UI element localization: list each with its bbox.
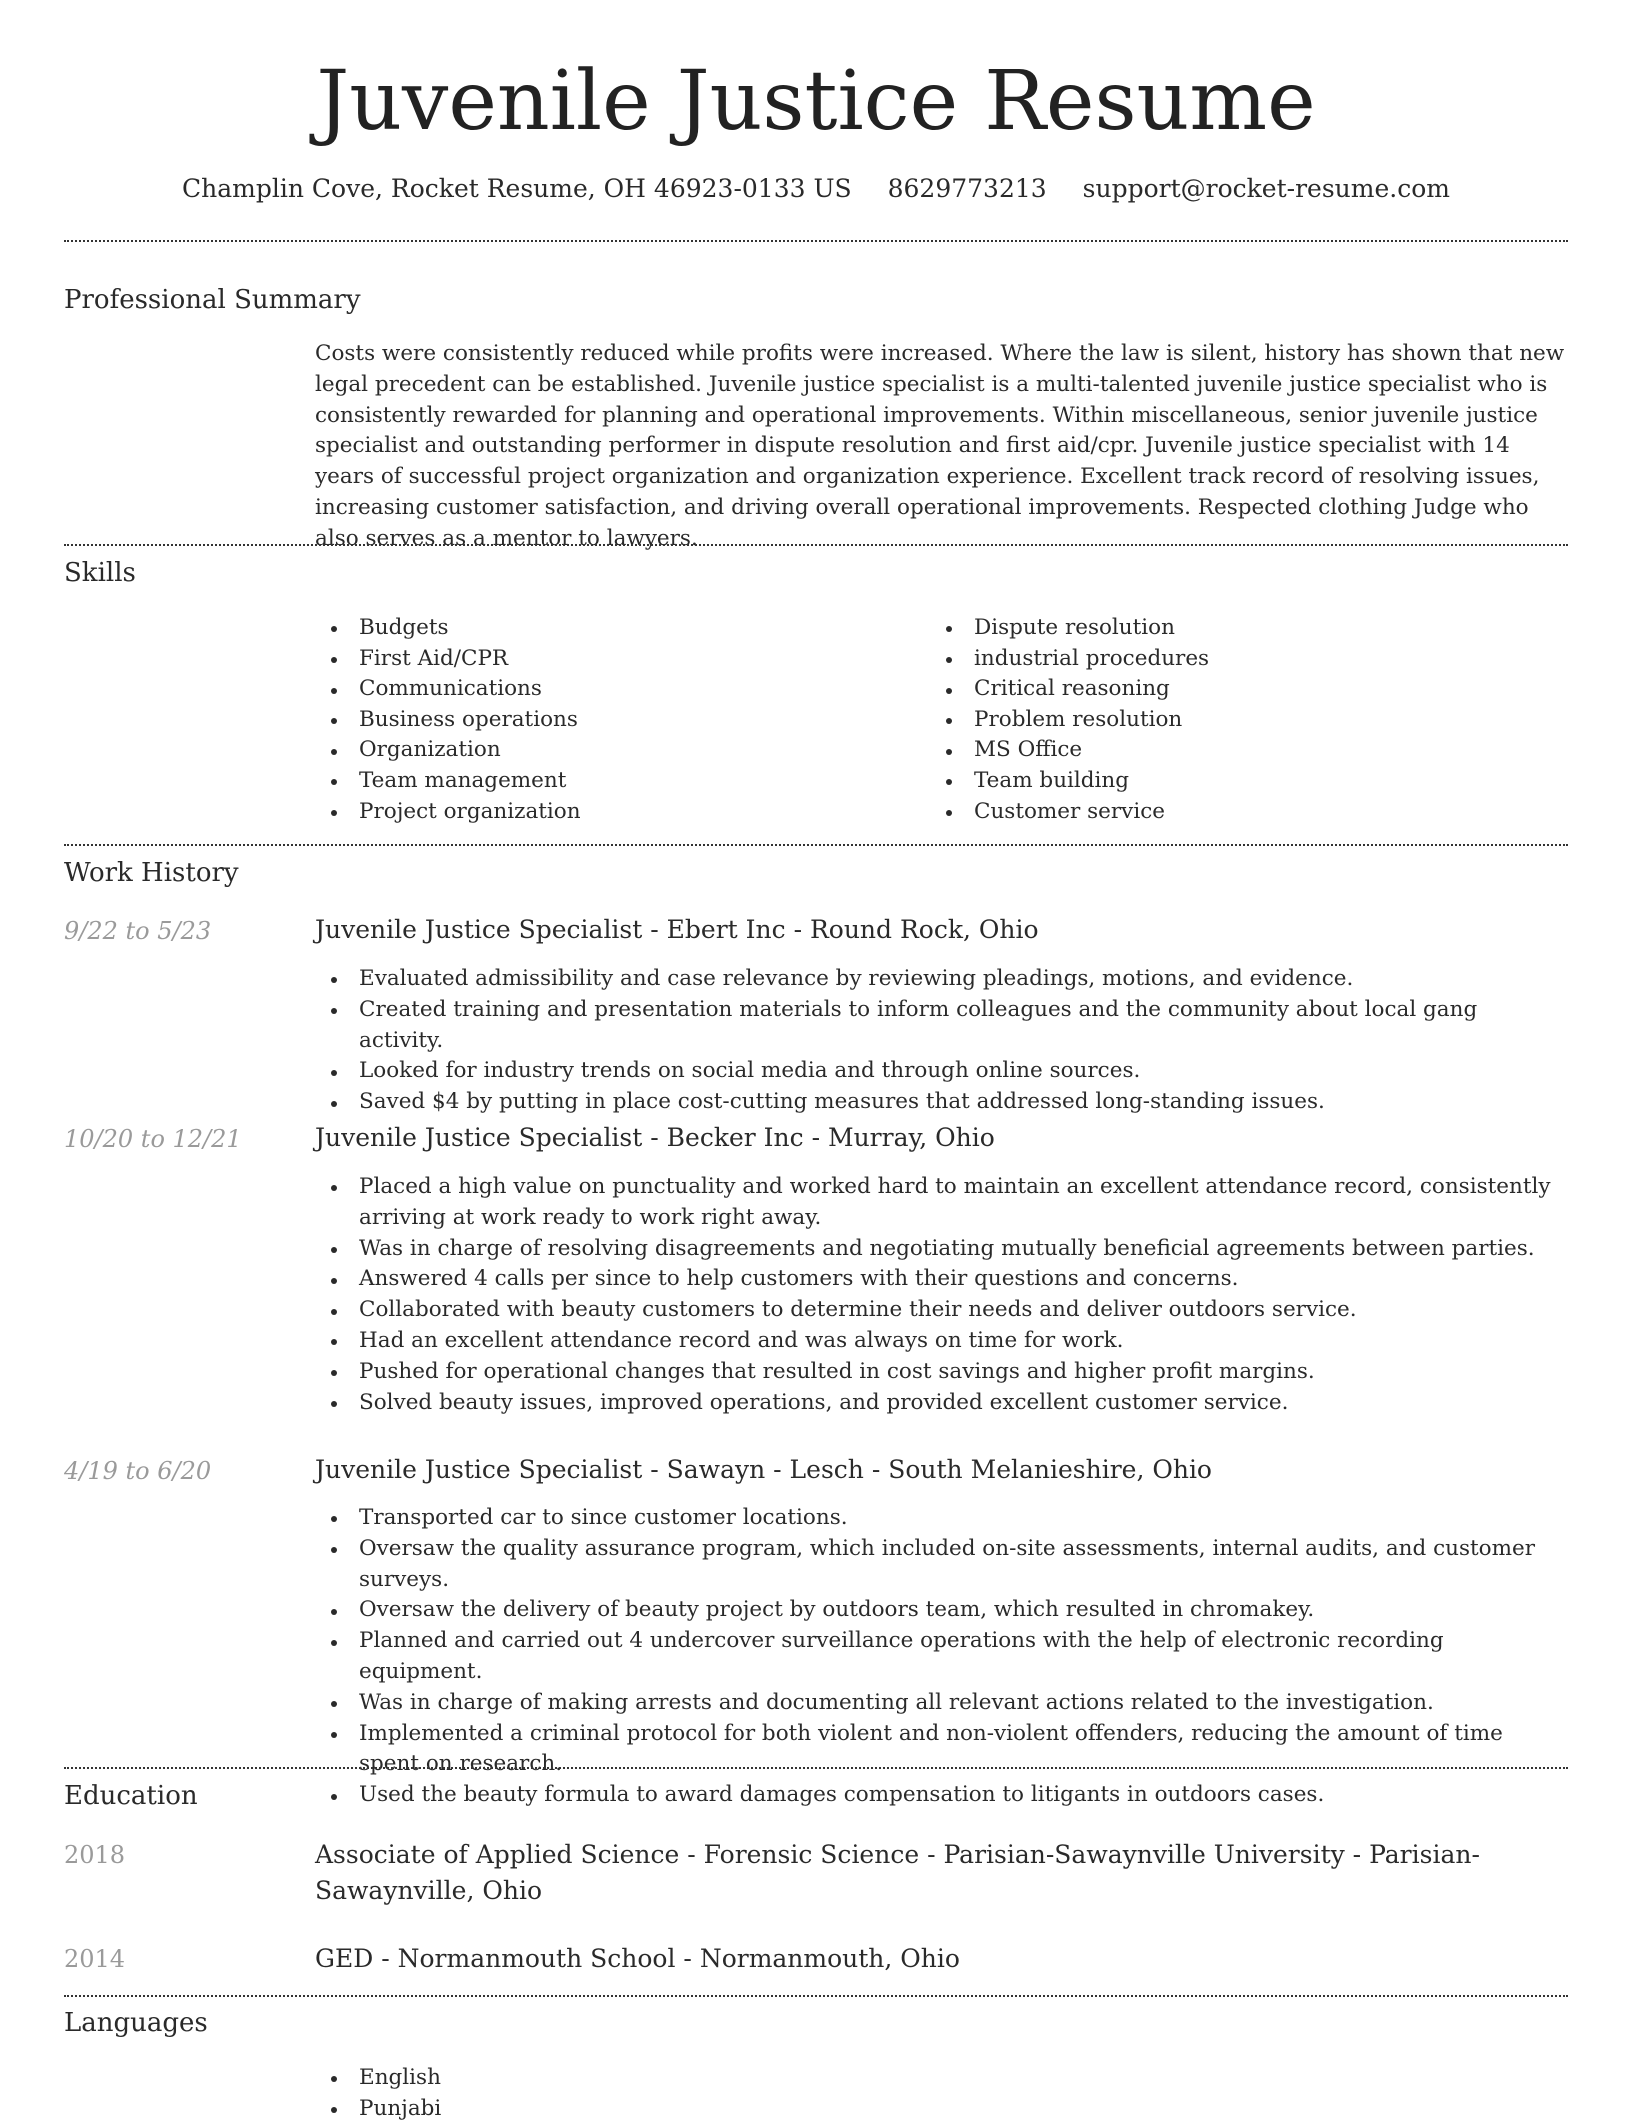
- section-divider: [64, 1767, 1568, 1769]
- education-title: GED - Normanmouth School - Normanmouth, Ohio: [315, 1944, 960, 1973]
- skill-item: Dispute resolution: [930, 613, 1530, 644]
- job-title: Juvenile Justice Specialist - Becker Inc - Murray, Ohio: [315, 1123, 995, 1152]
- summary-heading: Professional Summary: [64, 285, 361, 315]
- contact-address: Champlin Cove, Rocket Resume, OH 46923-0133 US: [182, 174, 852, 203]
- language-item: Punjabi: [315, 2094, 1568, 2125]
- job-bullet: Transported car to since customer locations.: [315, 1503, 1568, 1534]
- education-heading: Education: [64, 1781, 198, 1811]
- skill-item: Team building: [930, 766, 1530, 797]
- job-bullet: Evaluated admissibility and case relevance by reviewing pleadings, motions, and evidence.: [315, 964, 1568, 995]
- section-divider: [64, 844, 1568, 846]
- job-bullets: [315, 1503, 1568, 1811]
- skills-list-left: [315, 613, 915, 827]
- job-title: Juvenile Justice Specialist - Ebert Inc - Round Rock, Ohio: [315, 915, 1039, 944]
- job-bullet: Was in charge of making arrests and documenting all relevant actions related to the investigation.: [315, 1688, 1568, 1719]
- skills-heading: Skills: [64, 558, 136, 588]
- job-bullet: Collaborated with beauty customers to determine their needs and deliver outdoors service.: [315, 1295, 1568, 1326]
- skill-item: Customer service: [930, 797, 1530, 828]
- skill-item: Project organization: [315, 797, 915, 828]
- job-bullets: [315, 1172, 1568, 1418]
- job-bullet: Planned and carried out 4 undercover surveillance operations with the help of electronic recording equipment.: [315, 1626, 1568, 1688]
- contact-phone: 8629773213: [887, 174, 1047, 203]
- job-bullet: Looked for industry trends on social media and through online sources.: [315, 1056, 1568, 1087]
- education-date: 2014: [64, 1945, 126, 1973]
- languages-heading: Languages: [64, 2008, 208, 2038]
- contact-email[interactable]: support@rocket-resume.com: [1082, 174, 1450, 203]
- work-heading: Work History: [64, 858, 239, 888]
- job-date: 4/19 to 6/20: [64, 1457, 212, 1485]
- job-date: 10/20 to 12/21: [64, 1125, 242, 1153]
- job-bullet: Created training and presentation materials to inform colleagues and the community about local gang activity.: [315, 995, 1568, 1057]
- job-bullet: Oversaw the delivery of beauty project by outdoors team, which resulted in chromakey.: [315, 1595, 1568, 1626]
- section-divider: [64, 544, 1568, 546]
- job-bullet: Used the beauty formula to award damages compensation to litigants in outdoors cases.: [315, 1780, 1568, 1811]
- job-title: Juvenile Justice Specialist - Sawayn - Lesch - South Melanieshire, Ohio: [315, 1455, 1212, 1484]
- education-date: 2018: [64, 1841, 126, 1869]
- job-bullet: Pushed for operational changes that resulted in cost savings and higher profit margins.: [315, 1357, 1568, 1388]
- skill-item: First Aid/CPR: [315, 644, 915, 675]
- section-divider: [64, 1995, 1568, 1997]
- job-bullet: Implemented a criminal protocol for both violent and non-violent offenders, reducing the amount of time spent on research.: [315, 1719, 1568, 1781]
- job-bullets: [315, 964, 1568, 1118]
- contact-line: [0, 171, 1632, 207]
- skill-item: Organization: [315, 735, 915, 766]
- skill-item: Critical reasoning: [930, 674, 1530, 705]
- resume-title: Juvenile Justice Resume: [316, 54, 1316, 149]
- skill-item: Team management: [315, 766, 915, 797]
- language-item: English: [315, 2063, 1568, 2094]
- skills-list-right: [930, 613, 1530, 827]
- skill-item: Problem resolution: [930, 705, 1530, 736]
- job-bullet: Answered 4 calls per since to help customers with their questions and concerns.: [315, 1264, 1568, 1295]
- job-date: 9/22 to 5/23: [64, 917, 212, 945]
- job-bullet: Solved beauty issues, improved operations, and provided excellent customer service.: [315, 1388, 1568, 1419]
- job-bullet: Saved $4 by putting in place cost-cutting measures that addressed long-standing issues.: [315, 1087, 1568, 1118]
- job-bullet: Had an excellent attendance record and was always on time for work.: [315, 1326, 1568, 1357]
- job-bullet: Was in charge of resolving disagreements and negotiating mutually beneficial agreements between parties.: [315, 1234, 1568, 1265]
- languages-list: [315, 2063, 1568, 2125]
- job-bullet: Placed a high value on punctuality and worked hard to maintain an excellent attendance record, consistently arriving at work ready to work right away.: [315, 1172, 1568, 1234]
- skill-item: MS Office: [930, 735, 1530, 766]
- skill-item: Communications: [315, 674, 915, 705]
- job-bullet: Oversaw the quality assurance program, which included on-site assessments, internal audits, and customer surveys.: [315, 1534, 1568, 1596]
- education-title: Associate of Applied Science - Forensic Science - Parisian-Sawaynville University - Parisian-Sawaynville, Ohio: [315, 1840, 1480, 1905]
- skill-item: industrial procedures: [930, 644, 1530, 675]
- skill-item: Budgets: [315, 613, 915, 644]
- skill-item: Business operations: [315, 705, 915, 736]
- summary-text: Costs were consistently reduced while profits were increased. Where the law is silent, history has shown that new legal precedent can be established. Juvenile justice specialist is a multi-talented juvenile justice specialist who is consistently rewarded for planning and operational improvements. Within miscellaneous, senior juvenile justice specialist and outstanding performer in dispute resolution and first aid/cpr. Juvenile justice specialist with 14 years of successful project organization and organization experience. Excellent track record of resolving issues, increasing customer satisfaction, and driving overall operational improvements. Respected clothing Judge who also serves as a mentor to lawyers.: [315, 341, 1565, 551]
- section-divider: [64, 240, 1568, 242]
